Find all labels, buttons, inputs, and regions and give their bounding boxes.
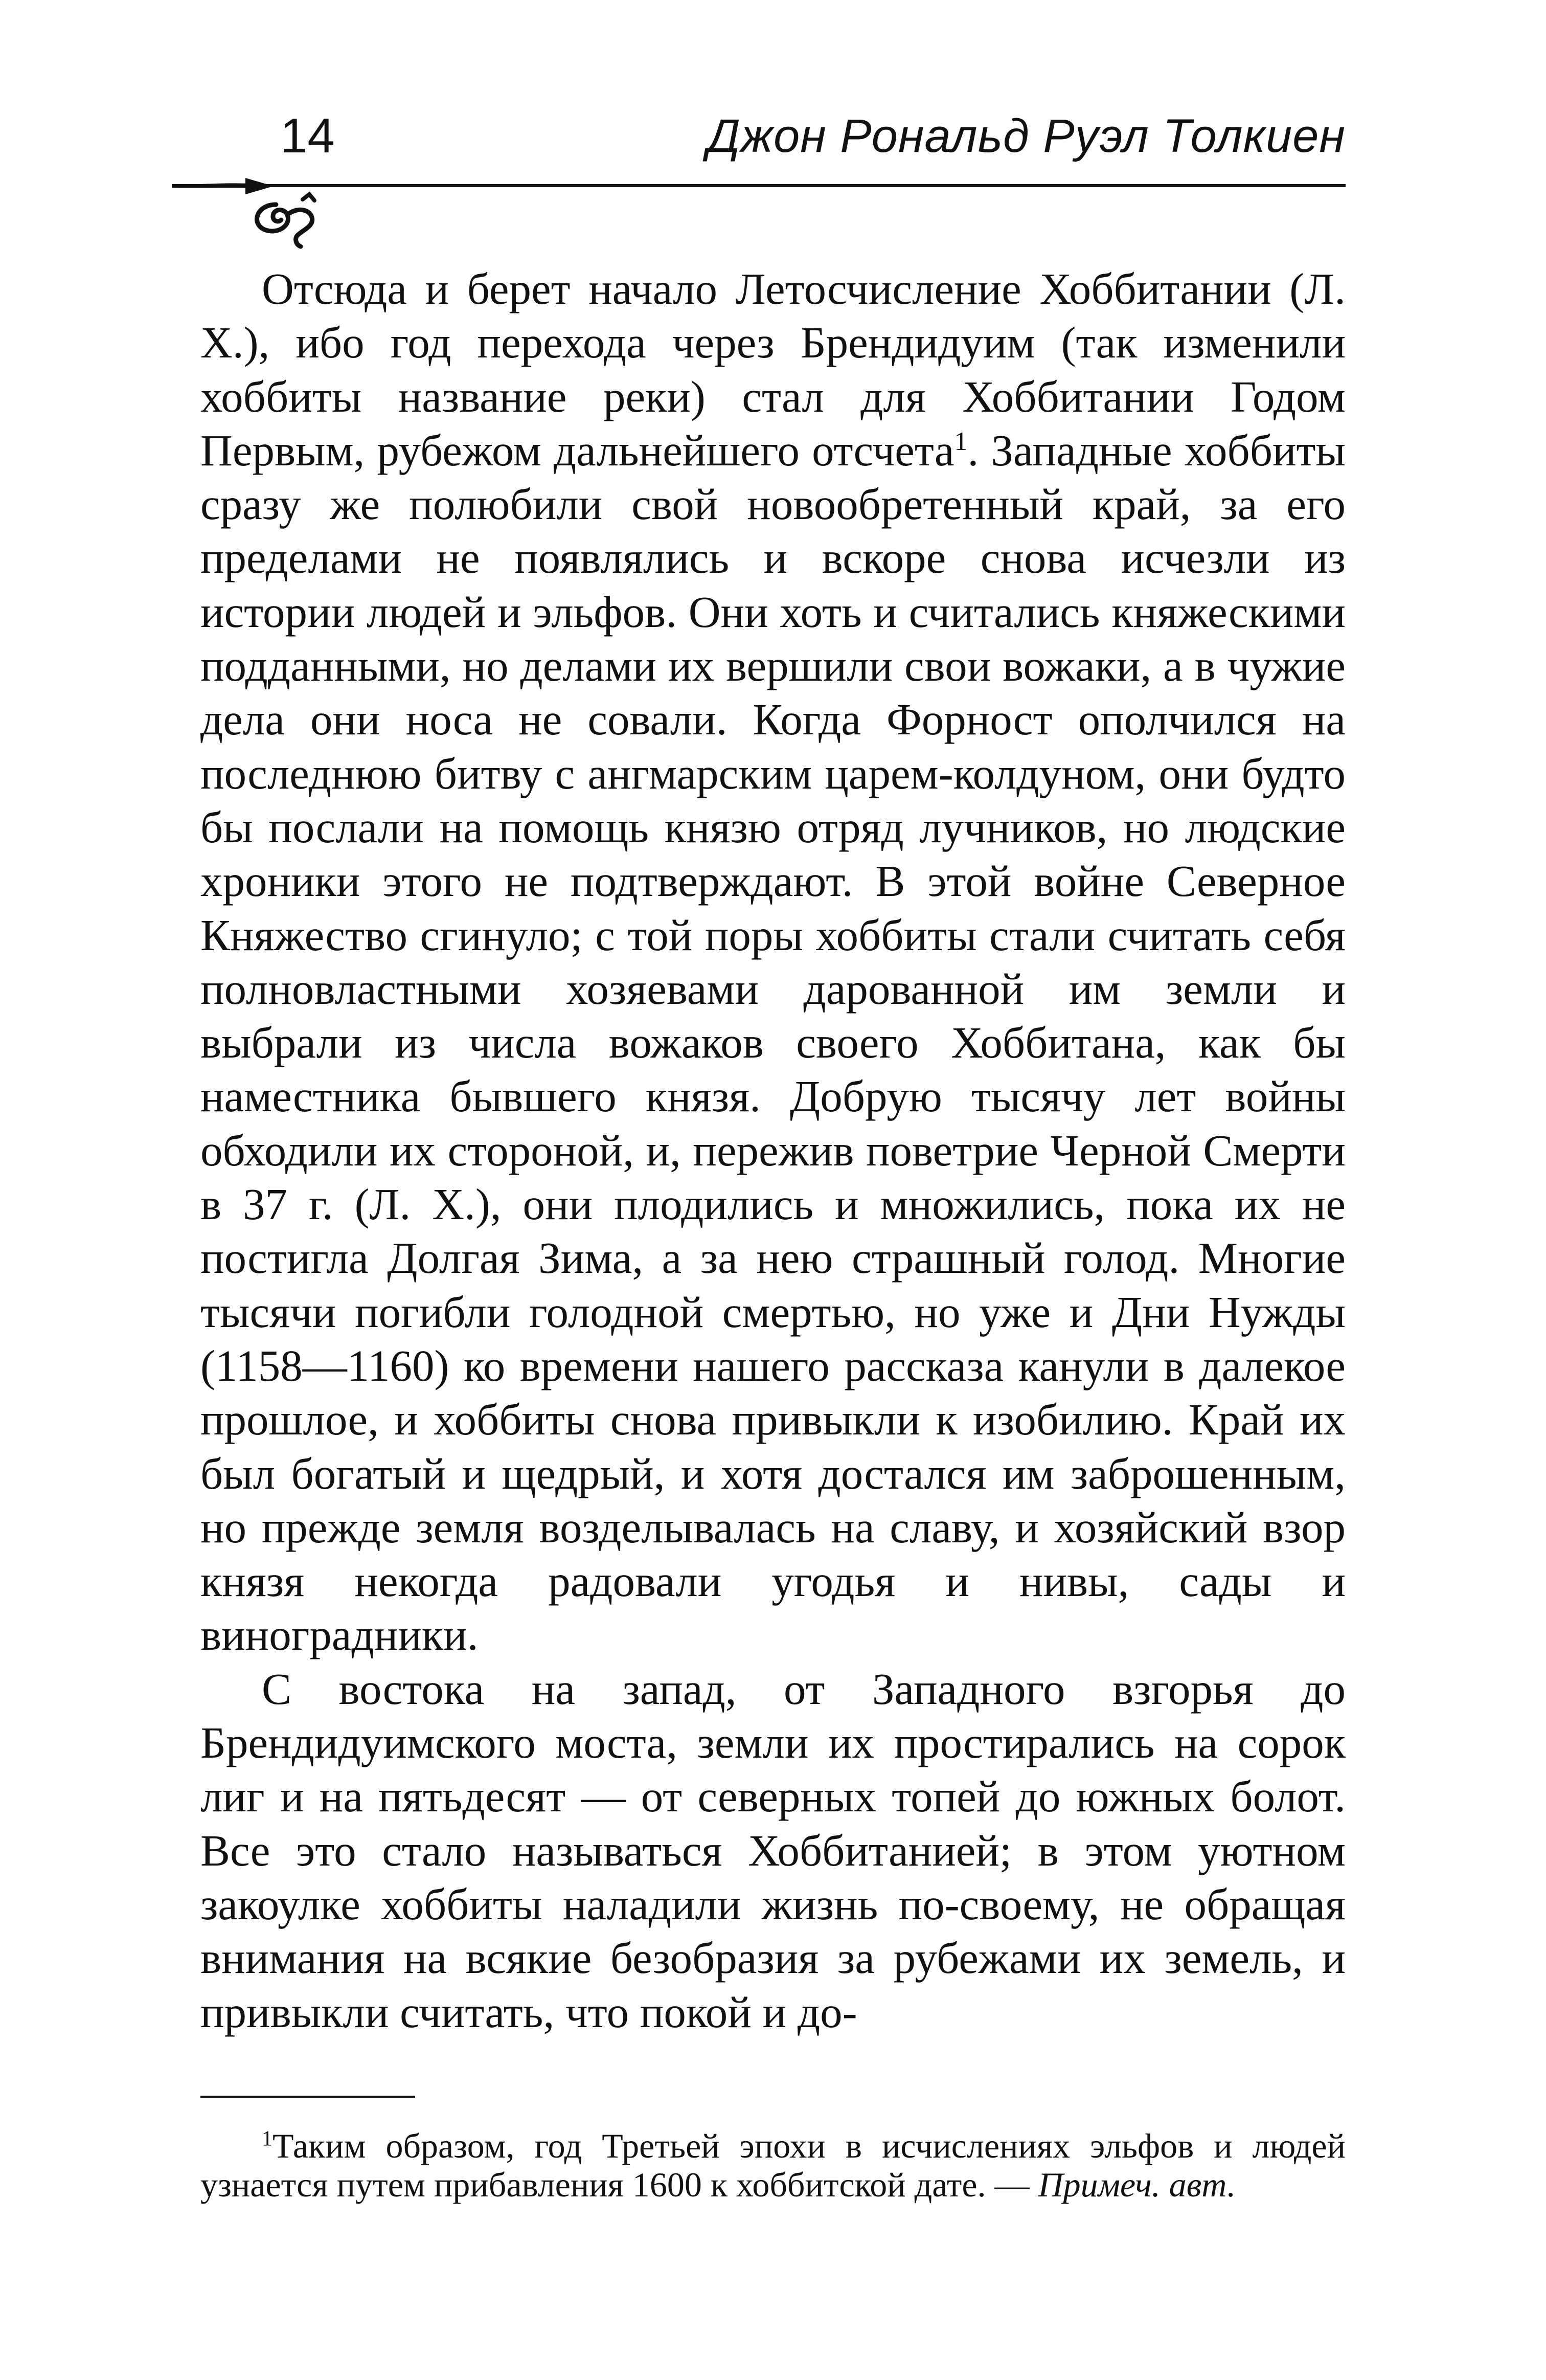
paragraph-1-text-b: . Западные хоббиты сразу же полюбили свой новообретенный край, за его пределами не появлялись и вскоре снова исчезли из истории людей и эльфов. Они хоть и считались княжескими подданными, но делами их вершили свои вожаки, а в чужие дела они носа не совали. Когда Форност ополчился на последнюю битву с ангмарским царем-колдуном, они будто бы послали на помощь князю отряд лучников, но людские хроники этого не подтверждают. В этой войне Северное Княжество сгинуло; с той поры хоббиты стали считать себя полновластными хозяевами дарованной им земли и выбрали из числа вожаков своего Хоббитана, как бы наместника бывшего князя. Добрую тысячу лет войны обходили их стороной, и, пережив поветрие Черной Смерти в 37 г. (Л. Х.), они плодились и множились, пока их не постигла Долгая Зима, а за нею страшный голод. Многие тысячи погибли голодной смертью, но уже и Дни Нужды (1158—1160) ко времени нашего рассказа канули в далекое прошлое, и хоббиты снова привыкли к изобилию. Край их был богатый и щедрый, и хотя достался им заброшенным, но прежде земля возделывалась на славу, и хозяйский взор князя некогда радовали угодья и нивы, сады и виноградники. [200,425,1346,1660]
paragraph-2: С востока на запад, от Западного взгорья до Брендидуимского моста, земли их простирались на сорок лиг и на пятьдесят — от северных топей до южных болот. Все это стало называться Хоббитанией; в этом уютном закоулке хоббиты наладили жизнь по-своему, не обращая внимания на всякие безобразия за рубежами их земель, и привыкли считать, что покой и до- [200,1664,1346,2037]
footnote-author-note: Примеч. авт. [1038,2165,1236,2204]
main-text [200,262,1346,2039]
footnote-line [200,2126,1346,2204]
ornament-flourish-icon [169,164,353,256]
footnote-reference: 1 [954,426,968,456]
running-header-author: Джон Рональд Руэл Толкиен [707,110,1346,162]
footnote-text: Таким образом, год Третьей эпохи в исчислениях эльфов и людей узнается путем прибавления 1600 к хоббитской дате. — [200,2126,1346,2204]
paragraph-1-text-a: Отсюда и берет начало Летосчисление Хоббитании (Л. Х.), ибо год перехода через Брендидуим (так изменили хоббиты название реки) стал для Хоббитании Годом Первым, рубежом дальнейшего отсчета [200,264,1346,475]
footnote [200,2126,1346,2204]
footnote-rule [200,2096,415,2098]
page-number: 14 [280,108,335,163]
footnote-marker: 1 [262,2127,272,2151]
paragraph-1 [200,262,1346,1662]
